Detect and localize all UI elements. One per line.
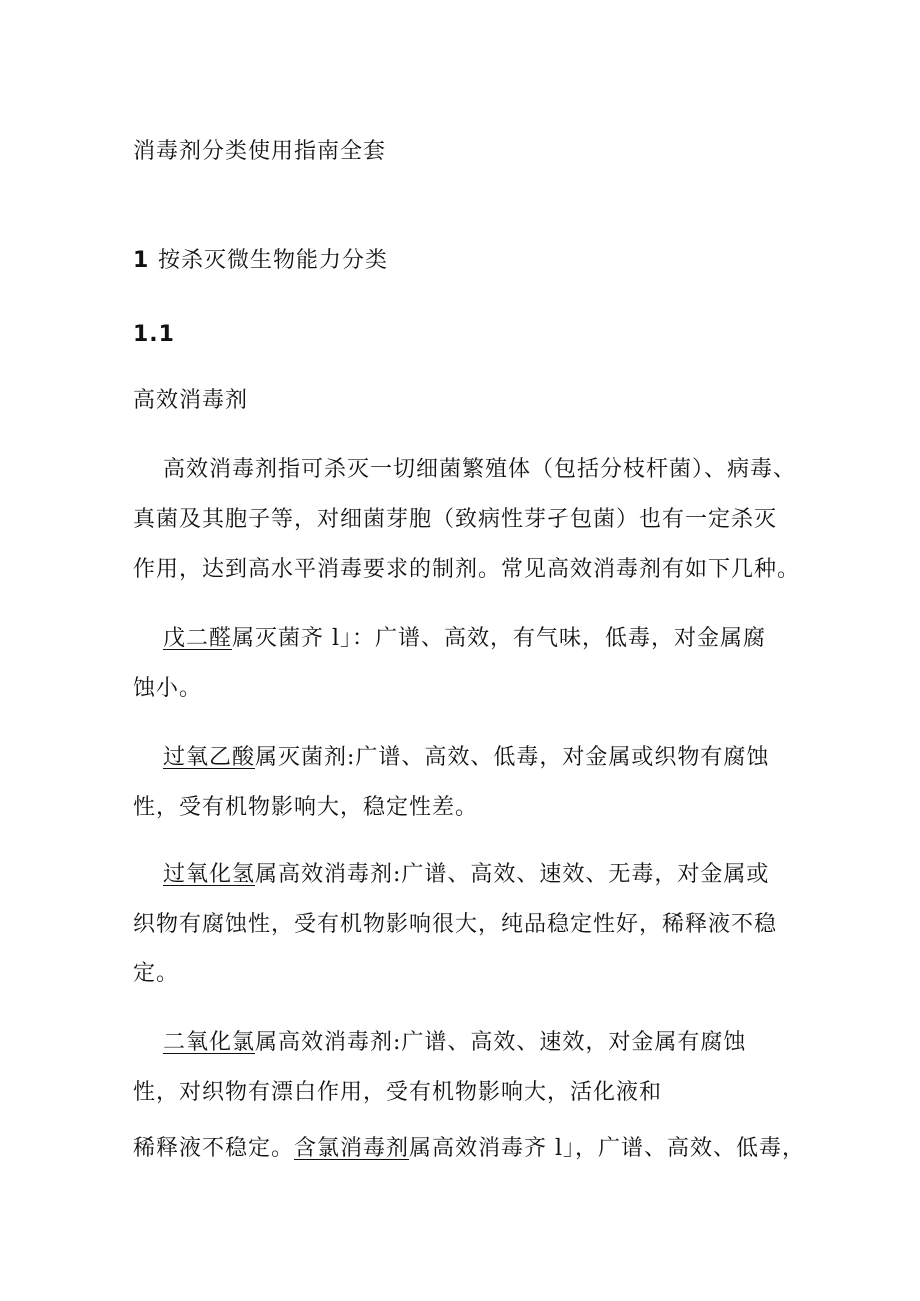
- intro-line: 真菌及其胞子等，对细菌芽胞（致病性芽孑包菌）也有一定杀灭: [133, 507, 778, 532]
- item-line: 性，对织物有漂白作用，受有机物影响大，活化液和: [133, 1080, 663, 1105]
- item-line: 织物有腐蚀性，受有机物影响很大，纯品稳定性好，稀释液不稳: [133, 912, 778, 937]
- hydrogen-peroxide-term: 过氧化氢: [163, 862, 256, 887]
- item-text: 属高效消毒剂:广谱、高效、速效、无毒，对金属或: [255, 862, 770, 887]
- glutaraldehyde-term: 戊二醛: [163, 626, 233, 651]
- item-line: [163, 624, 766, 654]
- item-line: [163, 1028, 746, 1058]
- chlorine-containing-term: 含氯消毒剂: [294, 1136, 410, 1161]
- section-1-1-title: 高效消毒剂: [133, 388, 249, 413]
- section-1-heading: [133, 246, 388, 276]
- item-line: 性，受有机物影响大，稳定性差。: [133, 795, 479, 820]
- section-1-1-number: 1.1: [133, 322, 175, 347]
- item-text: 属高效消毒齐 l」，广谱、高效、低毒，: [409, 1136, 806, 1161]
- section-1-title: 按杀灭微生物能力分类: [157, 248, 388, 273]
- item-line: [163, 743, 769, 773]
- item-line: [133, 1134, 805, 1164]
- document-title: 消毒剂分类使用指南全套: [133, 139, 387, 164]
- section-1-number: 1: [133, 248, 150, 273]
- peracetic-acid-term: 过氧乙酸: [163, 745, 256, 770]
- chlorine-dioxide-term: 二氧化氯: [163, 1030, 256, 1055]
- item-line: 蚀小。: [133, 676, 203, 701]
- intro-line: 高效消毒剂指可杀灭一切细菌繁殖体（包括分枝杆菌）、病毒、: [163, 457, 797, 482]
- item-text: 属灭菌剂:广谱、高效、低毒，对金属或织物有腐蚀: [255, 745, 770, 770]
- item-line: [163, 860, 769, 890]
- item-text: 属灭菌齐 l」：广谱、高效，有气味，低毒，对金属腐: [232, 626, 767, 651]
- item-text: 属高效消毒剂:广谱、高效、速效，对金属有腐蚀: [255, 1030, 747, 1055]
- item-text: 稀释液不稳定。: [133, 1136, 295, 1161]
- item-line: 定。: [133, 961, 180, 986]
- intro-line: 作用，达到高水平消毒要求的制剂。常见高效消毒剂有如下几种。: [133, 557, 801, 582]
